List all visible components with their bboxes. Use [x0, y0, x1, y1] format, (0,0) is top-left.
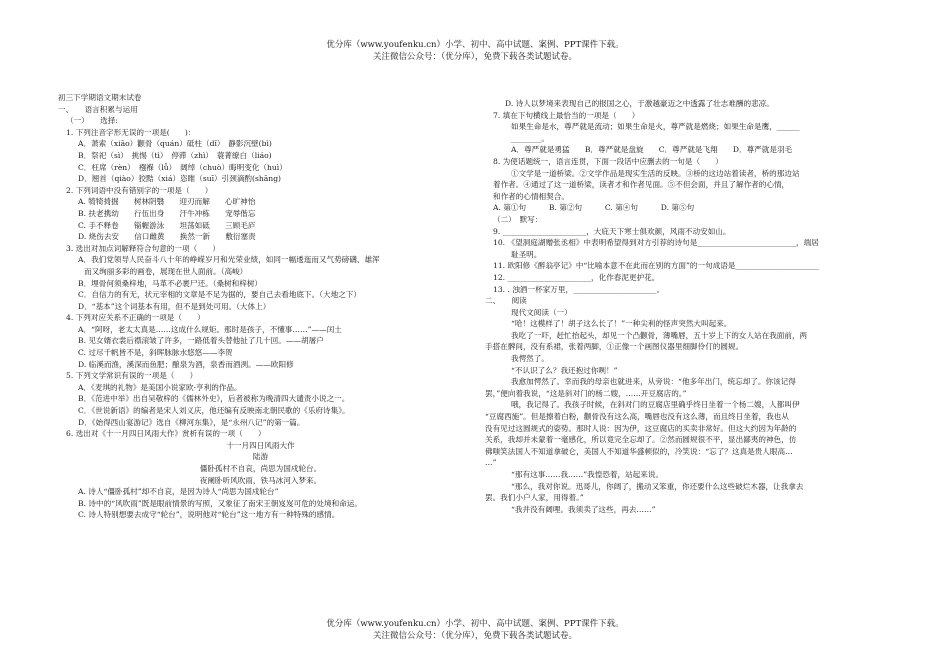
exam-title: 初三下学期语文期末试卷 [58, 93, 142, 102]
q6-option-c: C. 诗人特别想要去成守“轮台”，说明他对“轮台”这一地方有一种特殊的感情。 [78, 510, 340, 520]
question-8: 8. 为使话题统一，语言连贯，下面一段话中应删去的一句是（ ） [493, 156, 723, 166]
passage-line-13: …” [485, 458, 497, 468]
footer-line-2: 关注微信公众号：（优分库），免费下载各类试题试卷。 [372, 631, 577, 641]
header-line-1: 优分库（www.youfenku.cn）小学、初中、高中试题、案例、PPT课件下载。 [326, 40, 624, 50]
page-footer [0, 618, 950, 642]
question-10-cont: 耻圣明。 [511, 249, 542, 259]
question-9: 9. ______________________，大庇天下寒士俱欢颜，风雨不动安如山。 [493, 226, 731, 236]
q2-option-a: A. 犄犄掎掘 树林阴翳 迎刃而解 心旷神怡 [78, 197, 256, 207]
question-5: 5. 下列文学常识有误的一项是（ ） [66, 371, 198, 381]
q2-option-c: C. 手不释卷 锱幄游泳 坦荡如砥 三顾毛庐 [78, 220, 256, 230]
q5-option-b: B．《范进中举》出自吴敬梓的《儒林外史》，后者被称为晚清四大谴责小说之一。 [78, 394, 350, 404]
passage-line-17: “我并没有阔哩。我须卖了这些，再去……” [511, 504, 656, 514]
passage-line-9: “豆腐西施”。但是擦着白粉，颧骨没有这么高，嘴唇也没有这么薄，而且终日坐着，我也从 [485, 412, 789, 422]
subsection-heading: （一） 选择: [66, 116, 118, 126]
poem-line-2: 夜阑卧听风吹雨，铁马冰河入梦来。 [199, 475, 322, 485]
poem-line-1: 僵卧孤村不自哀，尚思为国戍轮台。 [199, 464, 322, 473]
passage-line-10: 没有见过这圆规式的姿势。那时人说：因为伊，这豆腐店的买卖非常好。但这大约因为年龄的 [485, 423, 797, 433]
question-6: 6. 选出对《十一月四日风雨大作》赏析有误的一项（ ） [66, 429, 266, 439]
header-line-2: 关注微信公众号：（优分库），免费下载各类试题试卷。 [372, 52, 577, 62]
q3-option-b: B．埋骨何须桑梓地，马革不必裹尸还。（桑树和梓树） [78, 278, 263, 288]
right-column [485, 98, 890, 515]
passage-line-12: 佛嗤笑法国人不知道拿破仑，美国人不知道华盛顿似的，冷笑说：“忘了？这真是贵人眼高… [485, 446, 793, 456]
q5-option-c: C．《世说新语》的编者是宋人刘义庆，他还编有反映南北朝民歌的《乐府诗集》。 [78, 406, 350, 416]
q4-option-d: D. 临溪而渔，溪深而鱼肥；酿泉为酒，泉香而酒洌。——欧阳修 [78, 359, 294, 369]
passage-line-11: 关系，我却并未蒙着一毫感化，所以竟完全忘却了。②然而圆规很不平，显出鄙夷的神色，仿 [485, 435, 797, 445]
passage-line-5: “不认识了么？我还抱过你咧！” [511, 365, 618, 375]
q5-option-a: A．《麦琪的礼物》是美国小说家欧·亨利的作品。 [78, 382, 242, 392]
footer-line-1: 优分库（www.youfenku.cn）小学、初中、高中试题、案例、PPT课件下载。 [326, 619, 624, 629]
q3-option-d: D．“基本”这个词基本有用，但不是到处可用。（大体上） [78, 301, 271, 311]
q3-option-c: C．自信力的有无，状元宰相的文章是不足为据的，要自己去看地底下。（大地之下） [78, 290, 361, 300]
q4-option-a: A．“阿呀，老太太真是……这成什么规矩。那时是孩子，不懂事……”——闰土 [78, 324, 342, 334]
q6-option-b: B. 诗中的“风吹雨”既是眼前情景的写照，又象征了南宋王朝岌岌可危的处境和命运。 [78, 498, 362, 508]
passage-line-7: 罢，”便向着我说，“这是斜对门的杨二嫂，……开豆腐店的。” [485, 388, 687, 398]
page-header [0, 39, 950, 63]
poem-title: 十一月四日风雨大作 [226, 440, 295, 450]
q8-options: A. 第①句 B. 第②句 C. 第④句 D. 第⑤句 [493, 203, 695, 213]
reading-subheading: 现代文阅读（一） [511, 307, 572, 317]
passage-line-4: 我愕然了。 [511, 354, 549, 364]
question-1: 1. 下列注音字形无误的一项是( )： [66, 127, 196, 137]
left-column [58, 92, 463, 521]
q1-option-b: B．祭祀（sì） 挑惕（tì） 停滞（zhì） 蓑菁缭白（liáo) [78, 150, 272, 160]
question-13: 13. . 浊酒一杯家万里，______________________。 [493, 284, 665, 294]
q1-option-a: A．萧索（xiāo）颧骨（quán）砥柱（dǐ） 静影沉壁(bì) [78, 139, 272, 149]
q8-passage-1: ①文学是一道桥梁。②文学作品是现实生活的反映。③桥的这边站着读者，桥的那边站 [511, 168, 800, 178]
section-heading: 一、 语言积累与运用 [58, 104, 138, 114]
q4-option-c: C. 过尽千帆皆不是，斜晖脉脉水悠悠——李贺 [78, 348, 233, 358]
passage-line-16: 罢。我们小户人家，用得着。” [485, 493, 584, 503]
passage-line-3: 手搭在髀间，没有系裙，张着两脚，①正像一个画图仪器里细脚伶仃的圆规。 [485, 342, 744, 352]
q6-option-d: D. 诗人以梦境来表现自己的报国之心，于激越豪迈之中透露了壮志难酬的悲凉。 [505, 99, 774, 108]
q7-stem: 如果生命是水，尊严就是流动；如果生命是火，尊严就是燃烧；如果生命是鹰，______ [511, 122, 800, 132]
q5-option-d: D．《始得西山宴游记》选自《柳河东集》，是“永州八记”的第一篇。 [78, 417, 305, 427]
q7-options: A．尊严就是勇猛 B．尊严就是盘旋 C．尊严就是飞翔 D．尊严就是羽毛 [511, 145, 793, 155]
question-10: 10. 《望洞庭湖赠张丞相》中表明希望得到对方引荐的诗句是__________________________，端居 [493, 238, 819, 248]
question-7: 7. 填在下句横线上最恰当的一项是（ ） [493, 110, 640, 120]
dictation-heading: （二） 默写： [493, 214, 543, 224]
passage-line-14: “那有这事……我……”我惶恐着，站起来说。 [511, 470, 664, 479]
q3-option-a: A．我们党领导人民奋斗八十年的峥嵘岁月和光荣业绩，如同一幅逶迤而又气势磅礴、雄浑 [78, 255, 380, 265]
q3-option-a-cont: 而又绚丽多彩的画卷，展现在世人面前。（高峻） [84, 266, 248, 276]
passage-line-8: 哦，我记得了。我孩子时候，在斜对门的豆腐店里确乎终日坐着一个杨二嫂，人都叫伊 [511, 400, 800, 410]
question-2: 2. 下列词语中没有错别字的一项是（ ） [66, 185, 213, 195]
poem-author: 陆游 [252, 452, 269, 462]
q2-option-b: B. 扶老携幼 行伍出身 汗牛冲栋 宠辱偕忘 [78, 208, 256, 218]
question-12: 12. ______________________，化作春泥更护花。 [493, 272, 660, 282]
passage-line-6: 我愈加愕然了。幸而我的母亲也就进来，从旁说：“他多年出门，统忘却了。你该记得 [511, 377, 796, 387]
question-11: 11. 欧阳修《醉翁亭记》中“比喻本意不在此而在别的方面”的一句成语是______________________ [493, 261, 820, 271]
q1-option-c: C．枉席（rèn） 襁褓（lǚ） 阔绰（chuò）晦明变化（huì） [78, 162, 287, 172]
question-3: 3. 选出对加点词解释符合句意的一项（ ） [66, 243, 220, 253]
passage-line-1: “哈！这模样了！胡子这么长了！”一种尖利的怪声突然大叫起来。 [511, 319, 732, 329]
q1-option-d: D．翘首（qiào）狡黠（xiá）恣睢（suī）引颈滴酌(shāng) [78, 174, 282, 184]
passage-line-2: 我吃了一吓，赶忙抬起头，却见一个凸颧骨，薄嘴唇，五十岁上下的女人站在我面前，两 [511, 330, 808, 340]
q8-passage-2: 着作者。④通过了这一道桥梁，读者才和作者见面。⑤不但会面，并且了解作者的心情， [493, 180, 790, 190]
passage-line-15: “那么，我对你说。迅哥儿，你阔了，搬动又笨重，你还要什么这些破烂木器，让我拿去 [511, 481, 804, 491]
q4-option-b: B. 见女婿衣裳后襟滚皱了许多，一路低着头替他扯了几十回。——胡屠户 [78, 336, 324, 346]
reading-heading: 二、 阅读 [485, 296, 527, 306]
q6-option-a: A. 诗人“僵卧孤村”却不自哀，是因为诗人“尚思为国戍轮台” [78, 487, 279, 497]
q2-option-d: D. 烧伤去安 信口雌黄 换然一新 敷衍塞责 [78, 232, 256, 242]
q8-passage-3: 和作者的心情相契合。 [493, 191, 569, 201]
q7-blank: ________。 [511, 133, 549, 143]
question-4: 4. 下列对应关系不正确的一项是（ ） [66, 313, 205, 323]
